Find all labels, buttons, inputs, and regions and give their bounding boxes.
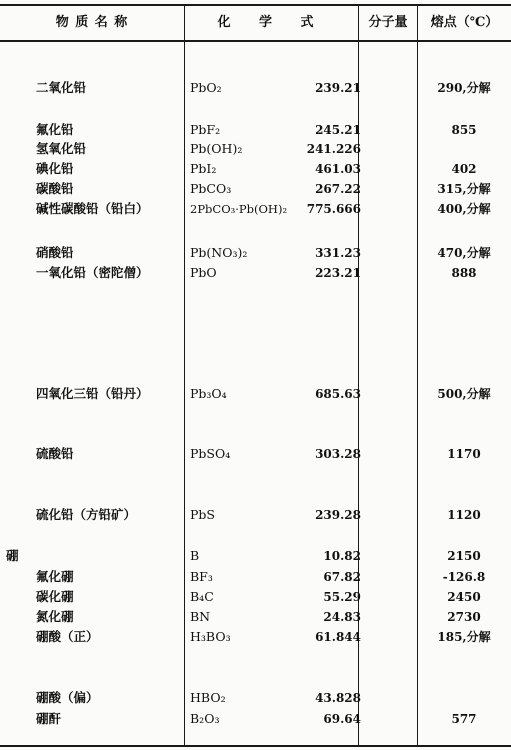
row-formula: PbO₂ <box>190 80 222 95</box>
group-label-boron: 硼 <box>6 548 19 563</box>
row-mw: 239.21 <box>315 81 361 95</box>
row-name: 一氧化铅（密陀僧） <box>36 265 149 280</box>
header-mp: 熔点（℃） <box>430 15 499 30</box>
row-formula: PbSO₄ <box>190 446 231 461</box>
row-formula: PbI₂ <box>190 161 217 176</box>
row-mp: 290,分解 <box>437 81 491 95</box>
row-formula: PbO <box>190 265 217 280</box>
row-formula: B₄C <box>190 589 214 604</box>
header-name: 物 质 名 称 <box>55 15 129 30</box>
row-mw: 461.03 <box>315 162 361 176</box>
row-name: 四氧化三铅（铅丹） <box>36 386 149 401</box>
row-name: 氮化硼 <box>36 609 74 624</box>
row-mp: 1120 <box>447 508 481 522</box>
row-formula: BF₃ <box>190 569 213 584</box>
row-mw: 685.63 <box>315 387 361 401</box>
row-mp: 855 <box>451 123 477 137</box>
row-mp: 2730 <box>447 610 481 624</box>
row-name: 硫化铅（方铅矿） <box>36 507 137 522</box>
row-name: 碳酸铅 <box>36 181 74 196</box>
row-name: 硼酐 <box>36 711 62 726</box>
row-name: 硝酸铅 <box>36 245 74 260</box>
header-formula: 化 学 式 <box>217 15 326 30</box>
row-name: 二氧化铅 <box>36 80 87 95</box>
row-name: 氢氧化铅 <box>36 141 87 156</box>
row-mp: 1170 <box>447 447 481 461</box>
row-mp: -126.8 <box>442 570 486 584</box>
row-name: 碳化硼 <box>36 589 74 604</box>
row-mp: 500,分解 <box>437 387 491 401</box>
row-formula: B₂O₃ <box>190 711 220 726</box>
row-mw: 61.844 <box>315 630 361 644</box>
row-name: 碱性碳酸铅（铅白） <box>36 201 149 216</box>
row-mp: 888 <box>451 266 477 280</box>
row-formula: 2PbCO₃·Pb(OH)₂ <box>190 202 288 216</box>
row-name: 硼酸（偏） <box>36 690 99 705</box>
row-mp: 577 <box>451 712 477 726</box>
row-formula: BN <box>190 609 211 624</box>
row-formula: Pb(OH)₂ <box>190 141 243 156</box>
row-formula: Pb(NO₃)₂ <box>190 245 248 260</box>
row-name: 氟化铅 <box>36 122 74 137</box>
row-name: 硫酸铅 <box>36 446 74 461</box>
row-mw: 267.22 <box>315 182 361 196</box>
row-mw: 239.28 <box>315 508 361 522</box>
row-mw: 55.29 <box>323 590 361 604</box>
row-mp: 400,分解 <box>437 202 491 216</box>
row-mw: 10.82 <box>323 549 361 563</box>
row-formula: H₃BO₃ <box>190 629 231 644</box>
table-bottom-rule <box>0 745 511 747</box>
row-name: 碘化铅 <box>36 161 74 176</box>
row-formula: PbS <box>190 507 215 522</box>
row-formula: PbCO₃ <box>190 181 232 196</box>
row-mp: 2150 <box>447 549 481 563</box>
row-mw: 241.226 <box>306 142 361 156</box>
row-mp: 470,分解 <box>437 246 491 260</box>
row-formula: Pb₃O₄ <box>190 386 227 401</box>
column-divider-1 <box>184 4 185 747</box>
row-mp: 315,分解 <box>437 182 491 196</box>
row-mw: 245.21 <box>315 123 361 137</box>
row-formula: PbF₂ <box>190 122 221 137</box>
row-formula: HBO₂ <box>190 690 226 705</box>
row-mw: 43.828 <box>315 691 361 705</box>
row-name: 氟化硼 <box>36 569 74 584</box>
header-mw: 分子量 <box>368 15 408 30</box>
row-formula: B <box>190 548 200 563</box>
row-mw: 775.666 <box>306 202 361 216</box>
row-mp: 185,分解 <box>437 630 491 644</box>
row-mw: 303.28 <box>315 447 361 461</box>
row-mw: 223.21 <box>315 266 361 280</box>
row-mw: 331.23 <box>315 246 361 260</box>
row-mp: 2450 <box>447 590 481 604</box>
table-top-rule <box>0 4 511 6</box>
row-mw: 69.64 <box>323 712 361 726</box>
row-mp: 402 <box>451 162 477 176</box>
row-mw: 67.82 <box>323 570 361 584</box>
row-mw: 24.83 <box>323 610 361 624</box>
header-bottom-rule <box>0 40 511 42</box>
row-name: 硼酸（正） <box>36 629 99 644</box>
